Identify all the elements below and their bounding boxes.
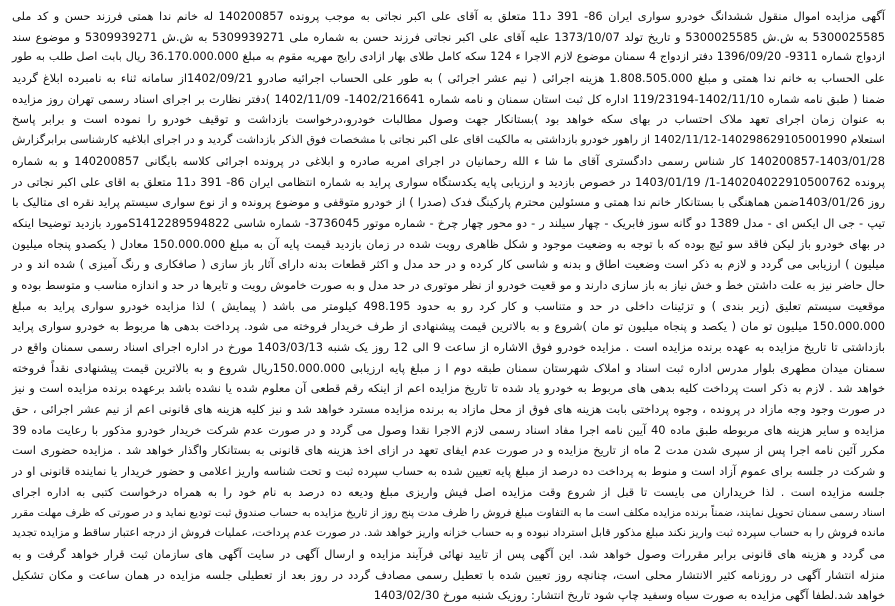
notice-line-21: مزایده و سایر هزینه های مربوطه طبق ماده 40 آیین نامه اجرا مفاد اسناد رسمی لازم الاجرا نقدا وصول می گردد و در صورت عدم شرکت خریدار خودرو مذکور با رعایت ماده 39: [12, 422, 885, 437]
notice-line-14: حال حاضر نیز به علت داشتن خط و خش نیاز به باز سازی دارند و مو قعیت خودرو از نظر موتوری در حد مدل و به صورت خاموش رویت و تایرها در حد و اندازه مناسب و متوسط بوده و: [12, 277, 885, 292]
notice-line-4: علی الحساب به خانم ندا همتی و مبلغ 1.808.505.000 هزینه اجرائی ( نیم عشر اجرائی ) به طور علی الحساب اجرائیه صادرو 1402/09/21از سامانه ثناء به نامبرده ابلاغ گردید: [12, 71, 886, 86]
notice-line-8: 140200857-1403/01/28 کار شناس رسمی دادگستری آقای ما شا ء الله رحمانیان در اجرای امریه صادره و ابلاغی در پرونده اجرائی کلاسه بایگانی 140200857 و به شماره: [12, 153, 885, 168]
notice-line-24: جلسه مزایده است . لذا خریداران می بایست تا قبل از شروع وقت مزایده اصل فیش واریزی مبلغ ودیعه ده درصد به نام خود را به همراه درخواست کتبی به اداره اجرای: [12, 484, 885, 499]
notice-line-17: بازداشتی تا تاریخ مزایده به عهده برنده مزایده است . مزایده خودرو فوق الاشاره از ساعت 9 الی 12 روز یک شنبه 1403/03/13 مورخ در اداره اجرای اسناد رسمی سمنان واقع در: [12, 340, 885, 354]
notice-line-16: 150.000.000 میلیون تو مان ( یکصد و پنجاه میلیون تو مان )شروع و به بالاترین قیمت پیشنهادی از طرف خریدار فروخته می شود. پرداخت بدهی ها مربوط به خودرو سواری پراید: [12, 319, 885, 334]
notice-line-2: 5300025585 به ش.ش 5300025585 و تاریخ تولد 1373/10/07 علیه آقای علی اکبر نجاتی فرزند حسن به شماره ملی 5309939271 به ش.ش 5309939271 و موضوع سند: [12, 29, 886, 44]
notice-line-15: موقعیت سیستم تعلیق (زیر بندی ) و تزئینات داخلی در حد و متناسب و کار کرد رو به حدود 498.195 کیلومتر می باشد ( پیمایش ) لذا مزایده خودرو سواری پراید به مبلغ: [12, 298, 886, 313]
notice-line-28: منزله انتشار آگهی در روزنامه کثیر الانتشار محلی است، چنانچه روز تعیین شده با تعطیل رسمی مصادف گردد در روز بعد از تعطیلی جلسه مزایده در همان ساعت و مکان تشکیل: [12, 567, 885, 582]
notice-line-20: در صورت وجود وجه مازاد در پرونده ، وجوه پرداختی بابت هزینه های فوق از محل مازاد به برنده مزایده مسترد خواهد شد و نیز کلیه هزینه های قانونی اعم از نیم عشر اجرائی ، حق: [12, 402, 885, 417]
notice-line-6: به عنوان زمان اجرای تعهد ملاک احتساب در بهای سکه خواهد بود )بستانکار جهت وصول مطالبات خودرو،درخواست بازداشت و توقیف خودرو را نموده است و برابر پاسخ: [12, 112, 885, 127]
notice-line-5: ضمنا ( طبق نامه شماره 1402/11/10-119/23194 اداره کل ثبت استان سمنان و نامه شماره 1402/216641- 1402/11/09 )دفتر نظارت بر اجرای اسناد رسمی تهران روز مزایده: [12, 91, 886, 106]
notice-line-19: خواهد شد . لازم به ذکر است پرداخت کلیه بدهی های مربوط به خودرو یاد شده تا تاریخ مزایده اعم از اینکه رقم قطعی آن معلوم شده یا نشده باشد برعهده برنده مزایده است و نیز: [12, 381, 885, 396]
notice-line-1: آگهی مزایده اموال منقول ششدانگ خودرو سواری ایران 86- 391 د11 متعلق به آقای علی اکبر نجاتی به موجب پرونده 140200857 له خانم ندا همتی فرزند حسن و کد ملی: [12, 9, 885, 23]
notice-line-27: می گردد و هزینه های قانونی برابر مقررات وصول خواهد شد. این آگهی پس از تایید نهائی فرآیند مزایده و ارسال آگهی در سایت آگهی های سازمان ثبت قرار خواهد گرفت و به: [12, 546, 885, 561]
notice-line-12: در بهای خودرو باز لیکن فاقد سو ئیچ بوده که با توجه به وضعیت موجود و شکل ظاهری رویت شده در زمان بازدید قیمت پایه آن به مبلغ 150.000.000 معادل ( یکصدو پنجاه میلیون: [12, 236, 885, 251]
notice-line-29: خواهد شد.لطفا آگهی مزایده به صورت سیاه وسفید چاپ شود تاریخ انتشار: روزیک شنبه مورخ 1403/02/30: [373, 588, 885, 603]
notice-line-3: ازدواج شماره 9311- 1396/09/20 دفتر ازدواج 4 سمنان موضوع لازم الاجرا ء 124 سکه کامل طلای بهار ازادی رایج مهریه مقوم به مبلغ 36.170.000.000 ریال بابت اصل طلب به طور: [12, 50, 886, 64]
notice-line-22: مکرر آئین نامه اجرا پس از سپری شدن مدت 2 ماه از تاریخ مزایده و در صورت عدم ایفای تعهد در ازای اخذ هزینه های قانونی به بستانکار واگذار خواهد شد . مزایده حضوری است: [12, 443, 885, 458]
notice-line-9: پرونده 140204022910500762-1/ 1403/01/19 در خصوص بازدید و ارزیابی پایه یکدستگاه سواری پراید به شماره انتظامی ایران 86- 391 د11 متعلق به اقای علی اکبر نجاتی در: [12, 174, 885, 189]
notice-line-23: و شرکت در جلسه برای عموم آزاد است و منوط به پرداخت ده درصد از مبلغ پایه تعیین شده به حساب سپرده ثبت و تحت شناسه واریز اعلامی و حضور خریدار یا نماینده قانونی او در: [12, 464, 885, 479]
notice-line-18: سمنان میدان مطهری بلوار مدرس اداره ثبت اسناد و املاک شهرستان سمنان طبقه دوم ا ز مبلغ پایه ارزیابی 150.000.000ریال شروع و به بالاترین قیمت پیشنهادی نقداً فروخته: [12, 360, 885, 375]
notice-line-13: میلیون ) ارزیابی می گردد و لازم به ذکر است وضعیت اطاق و بدنه و شاسی کار کرده و در حد مدل و اکثر قطعات بدنه دارای آثار باز سازی ( صافکاری و رنگ آمیزی ) شده اند و در: [12, 257, 885, 272]
notice-line-11: تیپ - جی ال ایکس ای - مدل 1389 دو گانه سوز فابریک - چهار سیلند ر - دو محور چهار چرخ - شماره موتور 3736045- شماره شاسی S1412289594822مورد بازدید توضیحا اینکه: [12, 215, 885, 230]
notice-line-25: اسناد رسمی سمنان تحویل نمایند، ضمناً برنده مزایده مکلف است ما به التفاوت مبلغ فروش را ظرف مدت پنج روز از تاریخ مزایده به حساب صندوق ثبت تودیع نماید و در صورتی که ظرف مهلت مقرر: [12, 506, 885, 519]
notice-line-26: مانده فروش را به حساب سپرده ثبت واریز نکند مبلغ مذکور قابل استرداد نبوده و به حساب خزانه واریز خواهد شد. در صورت عدم پرداخت، عملیات فروش از درجه اعتبار ساقط و مزایده تجدید: [12, 526, 885, 540]
notice-line-7: استعلام 140298629105001990-1402/11/12 از راهور خودرو بازداشتی به مالکیت اقای علی اکبر نجاتی با مشخصات فوق الذکر بازداشت گردید و در اجرای ابلاغیه کارشناسی برابرگزارش: [12, 133, 885, 147]
notice-line-10: روز 1403/01/26ضمن هماهنگی با بستانکار خانم ندا همتی و مسئولین محترم پارکینگ فدک (صدرا ) از خودرو متوقفی و موضوع پرونده و از نوع سواری سیستم پراید نقره ای متالیک با: [12, 195, 885, 210]
